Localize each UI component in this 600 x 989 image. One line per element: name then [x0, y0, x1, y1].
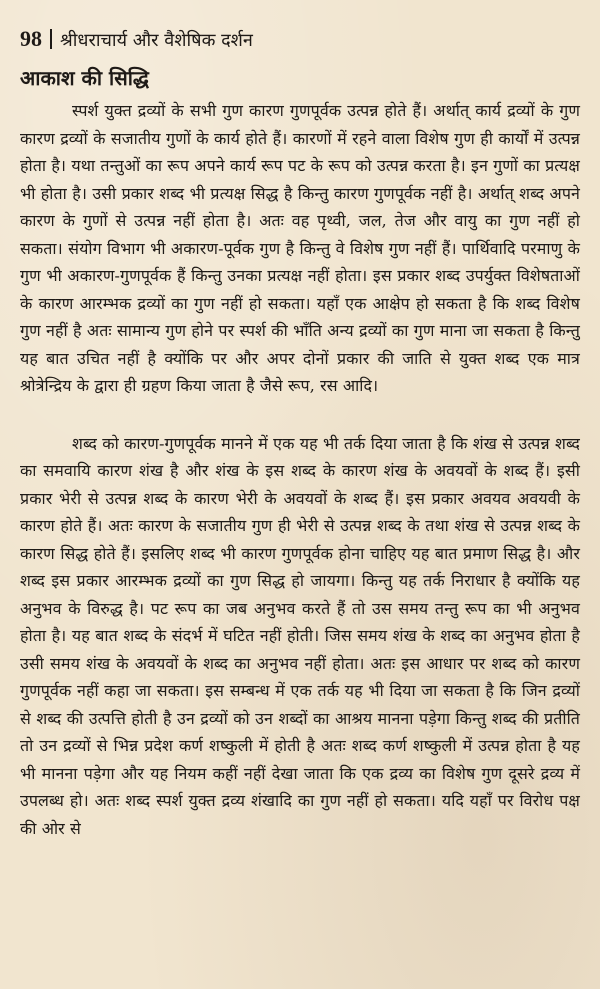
paragraph: स्पर्श युक्त द्रव्यों के सभी गुण कारण गुणपूर्वक उत्पन्न होते हैं। अर्थात् कार्य द्रव्यों के गुण कारण द्रव्यों के सजातीय गुणों के कार्य होते हैं। कारणों में रहने वाला विशेष गुण ही कार्यों में उत्पन्न होता है। यथा तन्तुओं का रूप अपने कार्य रूप पट के रूप को उत्पन्न करता है। इन गुणों का प्रत्यक्ष भी होता है। उसी प्रकार शब्द भी प्रत्यक्ष सिद्ध है किन्तु कारण गुणपूर्वक नहीं है। अर्थात् शब्द अपने कारण के गुणों से उत्पन्न नहीं होता है। अतः वह पृथ्वी, जल, तेज और वायु का गुण नहीं हो सकता। संयोग विभाग भी अकारण-पूर्वक गुण है किन्तु वे विशेष गुण नहीं हैं। पार्थिवादि परमाणु के गुण भी अकारण-गुणपूर्वक हैं किन्तु उनका प्रत्यक्ष नहीं होता। इस प्रकार शब्द उपर्युक्त विशेषताओं के कारण आरम्भक द्रव्यों का गुण नहीं हो सकता। यहाँ एक आक्षेप हो सकता है कि शब्द विशेष गुण नहीं है अतः सामान्य गुण होने पर स्पर्श की भाँति अन्य द्रव्यों का गुण माना जा सकता है किन्तु यह बात उचित नहीं है क्योंकि पर और अपर दोनों प्रकार की जाति से युक्त शब्द एक मात्र श्रोत्रेन्द्रिय के द्वारा ही ग्रहण किया जाता है जैसे रूप, रस आदि। — [20, 101, 580, 395]
page-number: 98 — [20, 26, 42, 51]
running-head-title: श्रीधराचार्य और वैशेषिक दर्शन — [60, 30, 253, 51]
header-divider — [50, 29, 52, 49]
running-head — [20, 26, 580, 53]
paragraph: शब्द को कारण-गुणपूर्वक मानने में एक यह भी तर्क दिया जाता है कि शंख से उत्पन्न शब्द का समवायि कारण शंख है और शंख के इस शब्द के कारण शंख के अवयवों के शब्द हैं। इसी प्रकार भेरी से उत्पन्न शब्द के कारण भेरी के अवयवों के शब्द हैं। इस प्रकार अवयव अवयवी के कारण होते हैं। अतः कारण के सजातीय गुण ही भेरी से उत्पन्न शब्द के तथा शंख से उत्पन्न शब्द के कारण सिद्ध होते हैं। इसलिए शब्द भी कारण गुणपूर्वक होना चाहिए यह बात प्रमाण सिद्ध है। और शब्द इस प्रकार आरम्भक द्रव्यों का गुण सिद्ध हो जायगा। किन्तु यह तर्क निराधार है क्योंकि यह अनुभव के विरुद्ध है। पट रूप का जब अनुभव करते हैं तो उस समय तन्तु रूप का भी अनुभव होता है। यह बात शब्द के संदर्भ में घटित नहीं होती। जिस समय शंख के शब्द का अनुभव होता है उसी समय शंख के अवयवों के शब्द का अनुभव नहीं होता। अतः इस आधार पर शब्द को कारण गुणपूर्वक नहीं कहा जा सकता। इस सम्बन्ध में एक तर्क यह भी दिया जा सकता है कि जिन द्रव्यों से शब्द की उत्पत्ति होती है उन द्रव्यों को उन शब्दों का आश्रय मानना पड़ेगा किन्तु शब्द की प्रतीति तो उन द्रव्यों से भिन्न प्रदेश कर्ण शष्कुली में होती है अतः शब्द कर्ण शष्कुली में उत्पन्न होता है यह भी मानना पड़ेगा और यह नियम कहीं नहीं देखा जाता कि एक द्रव्य का विशेष गुण दूसरे द्रव्य में उपलब्ध हो। अतः शब्द स्पर्श युक्त द्रव्य शंखादि का गुण नहीं हो सकता। यदि यहाँ पर विरोध पक्ष की ओर से — [20, 433, 580, 838]
section-heading: आकाश की सिद्धि — [20, 66, 149, 90]
